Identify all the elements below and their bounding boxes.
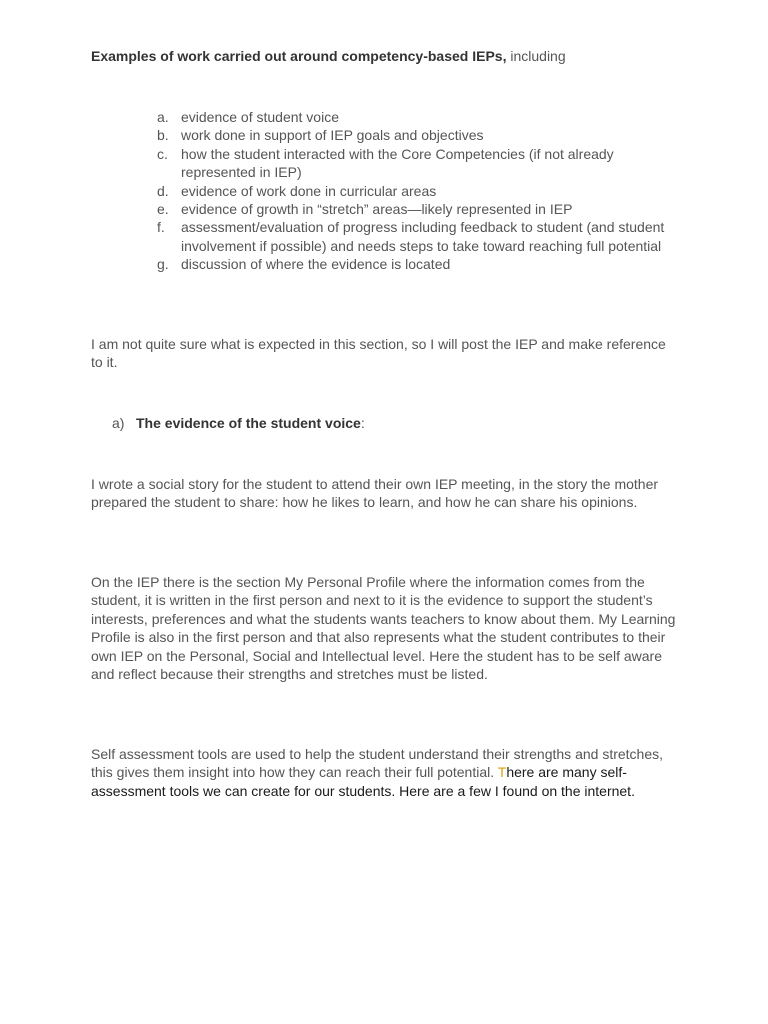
section-colon: : bbox=[360, 415, 365, 431]
self-assessment-paragraph bbox=[91, 745, 671, 800]
list-item-text: assessment/evaluation of progress including feedback to student (and student involvement if possible) and needs steps to take toward reaching full potential bbox=[181, 219, 665, 254]
list-item-text: evidence of student voice bbox=[181, 109, 339, 125]
list-item bbox=[155, 182, 675, 200]
list-marker: c. bbox=[157, 145, 168, 162]
list-item bbox=[155, 255, 675, 273]
list-item bbox=[155, 200, 675, 218]
list-marker: f. bbox=[157, 219, 165, 236]
heading-bold-text: Examples of work carried out around competency-based IEPs, bbox=[91, 48, 507, 64]
self-assessment-text-2: here are many self-assessment tools we can create for our students. Here are a few I found on the internet. bbox=[91, 764, 635, 799]
intro-paragraph: I am not quite sure what is expected in this section, so I will post the IEP and make reference to it. bbox=[91, 336, 666, 371]
section-a-heading bbox=[112, 414, 365, 432]
examples-list bbox=[155, 108, 675, 274]
list-item bbox=[155, 145, 675, 182]
list-item bbox=[155, 108, 675, 126]
self-assessment-accent-letter: T bbox=[497, 764, 507, 781]
list-marker: b. bbox=[157, 127, 169, 144]
list-item-text: discussion of where the evidence is located bbox=[181, 256, 451, 273]
list-marker: g. bbox=[157, 256, 169, 273]
list-item-text: evidence of growth in “stretch” areas—likely represented in IEP bbox=[181, 201, 573, 218]
section-title: The evidence of the student voice bbox=[136, 415, 361, 431]
list-item-text: how the student interacted with the Core Competencies (if not already represented in IEP) bbox=[181, 145, 614, 181]
list-item-text: evidence of work done in curricular areas bbox=[181, 182, 437, 199]
social-story-paragraph: I wrote a social story for the student to attend their own IEP meeting, in the story the mother prepared the student to share: how he likes to learn, and how he can share his opinions. bbox=[91, 476, 659, 511]
list-item bbox=[155, 218, 675, 255]
list-marker: e. bbox=[157, 201, 169, 218]
list-item-text: work done in support of IEP goals and objectives bbox=[181, 127, 484, 144]
list-marker: d. bbox=[157, 182, 169, 199]
profile-paragraph: On the IEP there is the section My Personal Profile where the information comes from the student, it is written in the first person and next to it is the evidence to support the student’s interests, preferences and what the students wants teachers to know about them. My Learning Profile is also in the first person and that also represents what the student contributes to their own IEP on the Personal, Social and Intellectual level. Here the student has to be self aware and reflect because their strengths and stretches must be listed. bbox=[91, 574, 676, 683]
self-assessment-text-1: Self assessment tools are used to help the student understand their strengths and stretches, this gives them insight into how they can reach their full potential. bbox=[91, 746, 664, 781]
list-item bbox=[155, 126, 675, 144]
list-marker: a. bbox=[157, 109, 169, 125]
heading-rest-text: including bbox=[506, 48, 566, 64]
section-marker: a) bbox=[112, 415, 125, 431]
document-heading bbox=[91, 47, 731, 65]
